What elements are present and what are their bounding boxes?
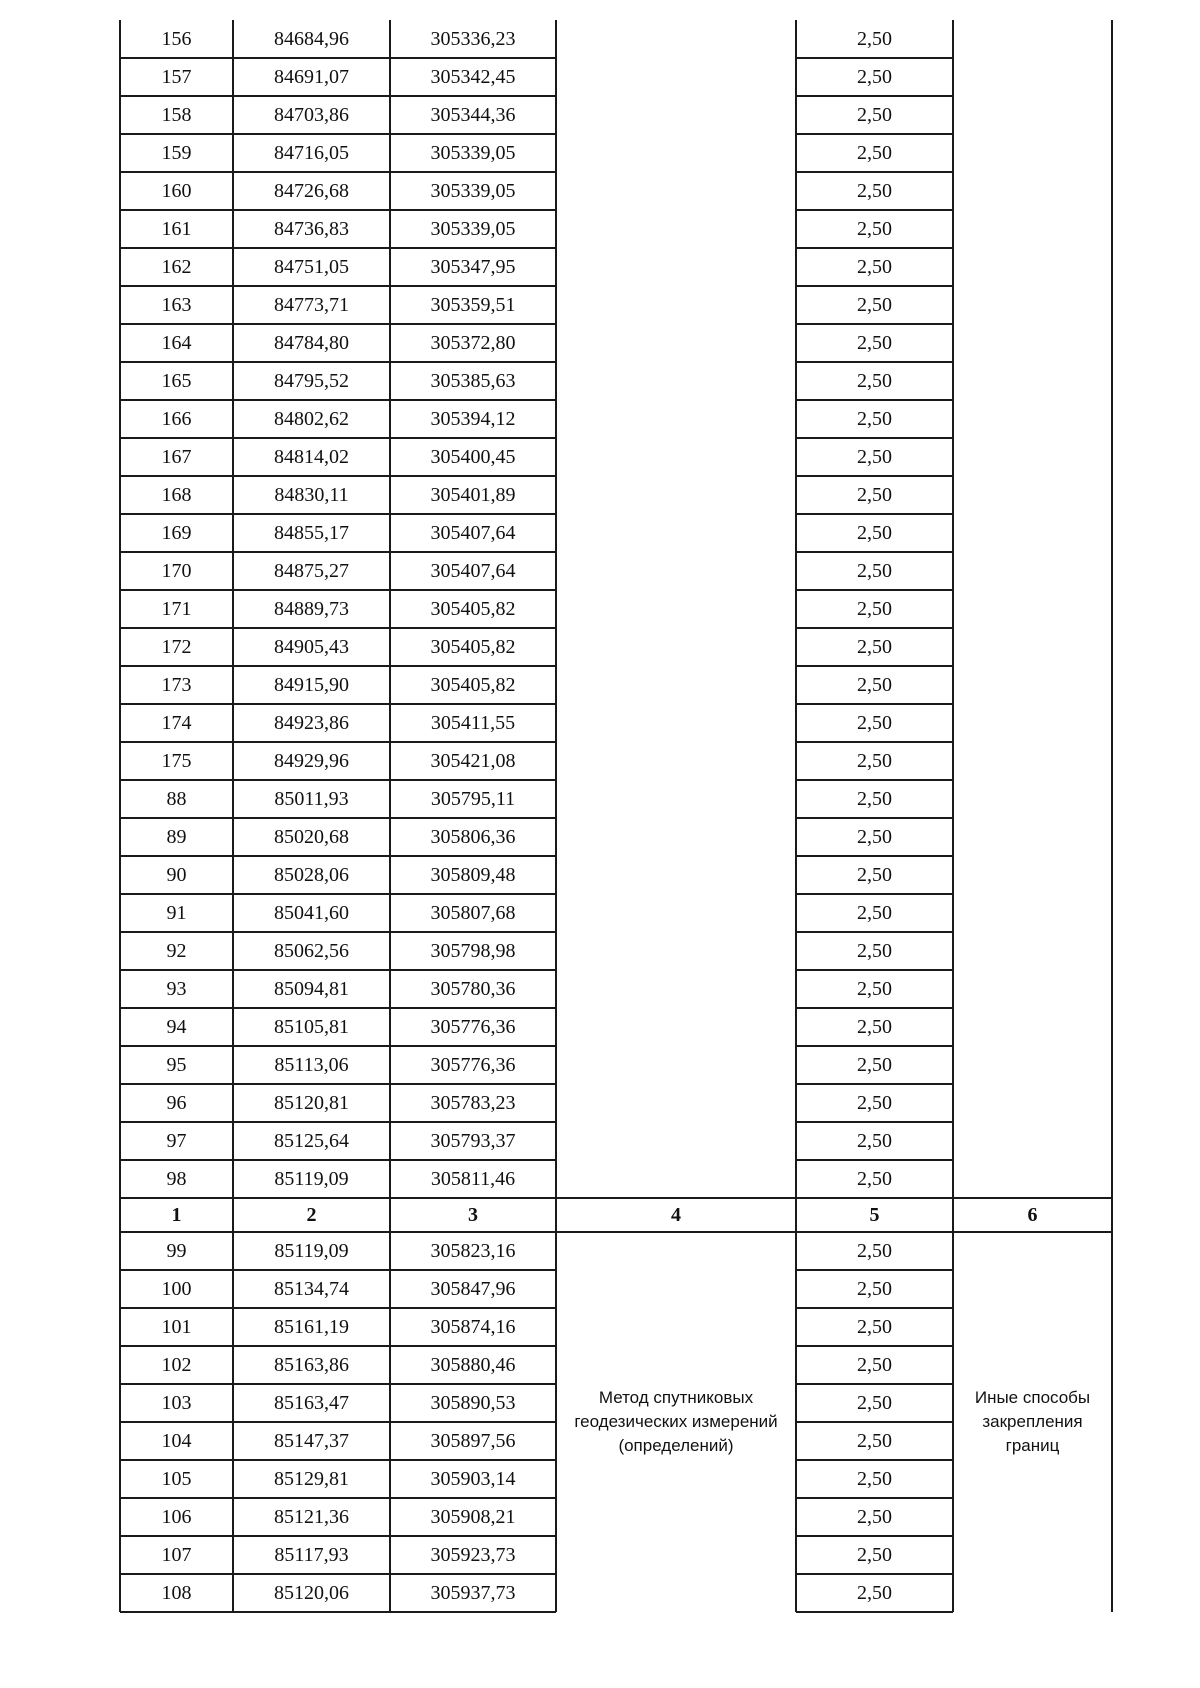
point-number-cell: 89 [166, 826, 187, 848]
row-border [796, 285, 953, 287]
y-coordinate-cell: 305359,51 [430, 294, 516, 316]
accuracy-cell: 2,50 [857, 788, 892, 810]
x-coordinate-cell: 85041,60 [274, 902, 349, 924]
row-border [796, 1383, 953, 1385]
x-coordinate-cell: 84784,80 [274, 332, 349, 354]
row-border [796, 1345, 953, 1347]
accuracy-cell: 2,50 [857, 1016, 892, 1038]
accuracy-cell: 2,50 [857, 1430, 892, 1452]
accuracy-cell: 2,50 [857, 370, 892, 392]
row-border [796, 171, 953, 173]
row-border [796, 855, 953, 857]
y-coordinate-cell: 305411,55 [430, 712, 516, 734]
accuracy-cell: 2,50 [857, 1392, 892, 1414]
column-number-3: 3 [468, 1204, 478, 1226]
point-number-cell: 107 [161, 1544, 192, 1566]
accuracy-cell: 2,50 [857, 1544, 892, 1566]
row-border [120, 475, 556, 477]
row-border [120, 1497, 556, 1499]
row-border [120, 1231, 1112, 1233]
accuracy-cell: 2,50 [857, 1354, 892, 1376]
y-coordinate-cell: 305780,36 [430, 978, 516, 1000]
accuracy-cell: 2,50 [857, 408, 892, 430]
row-border [796, 361, 953, 363]
column-border [555, 20, 557, 1612]
x-coordinate-cell: 84684,96 [274, 28, 349, 50]
row-border [120, 171, 556, 173]
x-coordinate-cell: 84923,86 [274, 712, 349, 734]
x-coordinate-cell: 85105,81 [274, 1016, 349, 1038]
point-number-cell: 100 [161, 1278, 192, 1300]
x-coordinate-cell: 85147,37 [274, 1430, 349, 1452]
row-border [120, 1307, 556, 1309]
y-coordinate-cell: 305339,05 [430, 218, 516, 240]
x-coordinate-cell: 85020,68 [274, 826, 349, 848]
y-coordinate-cell: 305421,08 [430, 750, 516, 772]
point-number-cell: 102 [161, 1354, 192, 1376]
row-border [796, 1421, 953, 1423]
column-border [389, 20, 391, 1612]
row-border [120, 437, 556, 439]
x-coordinate-cell: 84751,05 [274, 256, 349, 278]
point-number-cell: 159 [161, 142, 192, 164]
row-border [120, 1611, 556, 1613]
point-number-cell: 105 [161, 1468, 192, 1490]
accuracy-cell: 2,50 [857, 104, 892, 126]
row-border [796, 437, 953, 439]
row-border [120, 1345, 556, 1347]
accuracy-cell: 2,50 [857, 864, 892, 886]
x-coordinate-cell: 85028,06 [274, 864, 349, 886]
x-coordinate-cell: 84795,52 [274, 370, 349, 392]
accuracy-cell: 2,50 [857, 978, 892, 1000]
row-border [796, 1535, 953, 1537]
accuracy-cell: 2,50 [857, 1506, 892, 1528]
column-border [795, 20, 797, 1612]
column-number-2: 2 [306, 1204, 317, 1226]
accuracy-cell: 2,50 [857, 902, 892, 924]
row-border [796, 513, 953, 515]
x-coordinate-cell: 85163,86 [274, 1354, 349, 1376]
x-coordinate-cell: 85129,81 [274, 1468, 349, 1490]
row-border [120, 969, 556, 971]
row-border [796, 95, 953, 97]
row-border [120, 817, 556, 819]
row-border [796, 1121, 953, 1123]
point-number-cell: 108 [161, 1582, 192, 1604]
row-border [120, 285, 556, 287]
y-coordinate-cell: 305339,05 [430, 180, 516, 202]
x-coordinate-cell: 85120,81 [274, 1092, 349, 1114]
accuracy-cell: 2,50 [857, 560, 892, 582]
row-border [120, 627, 556, 629]
point-number-cell: 99 [166, 1240, 187, 1262]
row-border [796, 133, 953, 135]
point-number-cell: 163 [161, 294, 192, 316]
row-border [120, 1573, 556, 1575]
row-border [120, 57, 556, 59]
point-number-cell: 91 [166, 902, 187, 924]
y-coordinate-cell: 305811,46 [430, 1168, 516, 1190]
column-border [232, 20, 234, 1612]
row-border [120, 1459, 556, 1461]
row-border [796, 57, 953, 59]
x-coordinate-cell: 85062,56 [274, 940, 349, 962]
row-border [120, 551, 556, 553]
x-coordinate-cell: 85094,81 [274, 978, 349, 1000]
y-coordinate-cell: 305407,64 [430, 560, 516, 582]
accuracy-cell: 2,50 [857, 1278, 892, 1300]
row-border [120, 1421, 556, 1423]
row-border [796, 817, 953, 819]
y-coordinate-cell: 305372,80 [430, 332, 516, 354]
column-border [119, 20, 121, 1612]
accuracy-cell: 2,50 [857, 180, 892, 202]
x-coordinate-cell: 84703,86 [274, 104, 349, 126]
row-border [120, 931, 556, 933]
accuracy-cell: 2,50 [857, 1130, 892, 1152]
accuracy-cell: 2,50 [857, 218, 892, 240]
y-coordinate-cell: 305339,05 [430, 142, 516, 164]
point-number-cell: 172 [161, 636, 192, 658]
row-border [796, 969, 953, 971]
accuracy-cell: 2,50 [857, 712, 892, 734]
y-coordinate-cell: 305405,82 [430, 598, 516, 620]
row-border [796, 475, 953, 477]
point-number-cell: 157 [161, 66, 192, 88]
accuracy-cell: 2,50 [857, 256, 892, 278]
row-border [120, 893, 556, 895]
accuracy-cell: 2,50 [857, 28, 892, 50]
point-number-cell: 93 [166, 978, 187, 1000]
row-border [796, 1307, 953, 1309]
y-coordinate-cell: 305807,68 [430, 902, 516, 924]
point-number-cell: 173 [161, 674, 192, 696]
point-number-cell: 96 [166, 1092, 187, 1114]
point-number-cell: 165 [161, 370, 192, 392]
row-border [120, 209, 556, 211]
row-border [120, 399, 556, 401]
row-border [796, 1611, 953, 1613]
x-coordinate-cell: 84716,05 [274, 142, 349, 164]
point-number-cell: 88 [166, 788, 187, 810]
accuracy-cell: 2,50 [857, 1092, 892, 1114]
x-coordinate-cell: 84929,96 [274, 750, 349, 772]
row-border [796, 589, 953, 591]
accuracy-cell: 2,50 [857, 332, 892, 354]
x-coordinate-cell: 85119,09 [274, 1240, 349, 1262]
x-coordinate-cell: 84814,02 [274, 446, 349, 468]
x-coordinate-cell: 85121,36 [274, 1506, 349, 1528]
row-border [120, 779, 556, 781]
row-border [796, 627, 953, 629]
point-number-cell: 175 [161, 750, 192, 772]
y-coordinate-cell: 305342,45 [430, 66, 516, 88]
point-number-cell: 169 [161, 522, 192, 544]
point-number-cell: 156 [161, 28, 192, 50]
point-number-cell: 90 [166, 864, 187, 886]
row-border [796, 1007, 953, 1009]
row-border [796, 741, 953, 743]
row-border [120, 1535, 556, 1537]
accuracy-cell: 2,50 [857, 484, 892, 506]
x-coordinate-cell: 84773,71 [274, 294, 349, 316]
row-border [120, 1121, 556, 1123]
row-border [120, 741, 556, 743]
accuracy-cell: 2,50 [857, 826, 892, 848]
y-coordinate-cell: 305806,36 [430, 826, 516, 848]
row-border [796, 665, 953, 667]
column-border [952, 20, 954, 1612]
y-coordinate-cell: 305776,36 [430, 1054, 516, 1076]
row-border [796, 893, 953, 895]
accuracy-cell: 2,50 [857, 1468, 892, 1490]
row-border [120, 1159, 556, 1161]
x-coordinate-cell: 84802,62 [274, 408, 349, 430]
row-border [796, 1045, 953, 1047]
point-number-cell: 106 [161, 1506, 192, 1528]
row-border [796, 1497, 953, 1499]
row-border [796, 1573, 953, 1575]
y-coordinate-cell: 305798,98 [430, 940, 516, 962]
x-coordinate-cell: 85125,64 [274, 1130, 349, 1152]
y-coordinate-cell: 305874,16 [430, 1316, 516, 1338]
row-border [120, 703, 556, 705]
y-coordinate-cell: 305385,63 [430, 370, 516, 392]
row-border [120, 665, 556, 667]
accuracy-cell: 2,50 [857, 142, 892, 164]
row-border [120, 1083, 556, 1085]
method-merged-cell: Метод спутниковых геодезических измерений (определений) [574, 1388, 778, 1455]
row-border [796, 1083, 953, 1085]
x-coordinate-cell: 85161,19 [274, 1316, 349, 1338]
row-border [796, 703, 953, 705]
y-coordinate-cell: 305809,48 [430, 864, 516, 886]
y-coordinate-cell: 305405,82 [430, 674, 516, 696]
row-border [796, 1269, 953, 1271]
row-border [120, 1383, 556, 1385]
y-coordinate-cell: 305336,23 [430, 28, 516, 50]
x-coordinate-cell: 85120,06 [274, 1582, 349, 1604]
y-coordinate-cell: 305937,73 [430, 1582, 516, 1604]
y-coordinate-cell: 305923,73 [430, 1544, 516, 1566]
point-number-cell: 174 [161, 712, 192, 734]
row-border [796, 247, 953, 249]
row-border [796, 551, 953, 553]
accuracy-cell: 2,50 [857, 1316, 892, 1338]
accuracy-cell: 2,50 [857, 522, 892, 544]
x-coordinate-cell: 84855,17 [274, 522, 349, 544]
y-coordinate-cell: 305897,56 [430, 1430, 516, 1452]
y-coordinate-cell: 305847,96 [430, 1278, 516, 1300]
y-coordinate-cell: 305783,23 [430, 1092, 516, 1114]
y-coordinate-cell: 305400,45 [430, 446, 516, 468]
row-border [796, 399, 953, 401]
y-coordinate-cell: 305890,53 [430, 1392, 516, 1414]
row-border [120, 855, 556, 857]
x-coordinate-cell: 84915,90 [274, 674, 349, 696]
x-coordinate-cell: 85011,93 [274, 788, 349, 810]
row-border [120, 133, 556, 135]
point-number-cell: 101 [161, 1316, 192, 1338]
accuracy-cell: 2,50 [857, 1168, 892, 1190]
y-coordinate-cell: 305903,14 [430, 1468, 516, 1490]
accuracy-cell: 2,50 [857, 294, 892, 316]
row-border [796, 1459, 953, 1461]
row-border [120, 361, 556, 363]
point-number-cell: 95 [166, 1054, 187, 1076]
row-border [120, 1045, 556, 1047]
point-number-cell: 167 [161, 446, 192, 468]
x-coordinate-cell: 85117,93 [274, 1544, 349, 1566]
x-coordinate-cell: 84726,68 [274, 180, 349, 202]
accuracy-cell: 2,50 [857, 66, 892, 88]
accuracy-cell: 2,50 [857, 1240, 892, 1262]
point-number-cell: 104 [161, 1430, 192, 1452]
y-coordinate-cell: 305405,82 [430, 636, 516, 658]
point-number-cell: 162 [161, 256, 192, 278]
point-number-cell: 98 [166, 1168, 187, 1190]
x-coordinate-cell: 85163,47 [274, 1392, 349, 1414]
column-number-1: 1 [171, 1204, 182, 1226]
row-border [120, 1269, 556, 1271]
y-coordinate-cell: 305394,12 [430, 408, 516, 430]
accuracy-cell: 2,50 [857, 636, 892, 658]
row-border [120, 1197, 1112, 1199]
point-number-cell: 166 [161, 408, 192, 430]
accuracy-cell: 2,50 [857, 674, 892, 696]
y-coordinate-cell: 305880,46 [430, 1354, 516, 1376]
x-coordinate-cell: 85113,06 [274, 1054, 349, 1076]
point-number-cell: 97 [166, 1130, 187, 1152]
column-number-4: 4 [671, 1204, 681, 1226]
x-coordinate-cell: 84905,43 [274, 636, 349, 658]
point-number-cell: 160 [161, 180, 192, 202]
y-coordinate-cell: 305344,36 [430, 104, 516, 126]
x-coordinate-cell: 84889,73 [274, 598, 349, 620]
y-coordinate-cell: 305795,11 [430, 788, 516, 810]
point-number-cell: 92 [166, 940, 187, 962]
accuracy-cell: 2,50 [857, 446, 892, 468]
y-coordinate-cell: 305776,36 [430, 1016, 516, 1038]
point-number-cell: 170 [161, 560, 192, 582]
row-border [120, 589, 556, 591]
accuracy-cell: 2,50 [857, 1054, 892, 1076]
y-coordinate-cell: 305793,37 [430, 1130, 516, 1152]
accuracy-cell: 2,50 [857, 1582, 892, 1604]
accuracy-cell: 2,50 [857, 750, 892, 772]
column-number-6: 6 [1027, 1204, 1038, 1226]
point-number-cell: 158 [161, 104, 192, 126]
y-coordinate-cell: 305347,95 [430, 256, 516, 278]
row-border [796, 779, 953, 781]
row-border [120, 1007, 556, 1009]
x-coordinate-cell: 84875,27 [274, 560, 349, 582]
point-number-cell: 171 [161, 598, 192, 620]
point-number-cell: 103 [161, 1392, 192, 1414]
y-coordinate-cell: 305908,21 [430, 1506, 516, 1528]
row-border [120, 247, 556, 249]
row-border [120, 513, 556, 515]
point-number-cell: 164 [161, 332, 192, 354]
fixing-method-merged-cell: Иные способы закрепления границ [974, 1388, 1091, 1455]
x-coordinate-cell: 84736,83 [274, 218, 349, 240]
row-border [796, 323, 953, 325]
row-border [120, 95, 556, 97]
column-number-5: 5 [869, 1204, 880, 1226]
row-border [796, 209, 953, 211]
accuracy-cell: 2,50 [857, 598, 892, 620]
point-number-cell: 161 [161, 218, 192, 240]
x-coordinate-cell: 84830,11 [274, 484, 349, 506]
row-border [796, 1159, 953, 1161]
y-coordinate-cell: 305407,64 [430, 522, 516, 544]
x-coordinate-cell: 85134,74 [274, 1278, 349, 1300]
accuracy-cell: 2,50 [857, 940, 892, 962]
row-border [796, 931, 953, 933]
column-border [1111, 20, 1113, 1612]
y-coordinate-cell: 305401,89 [430, 484, 516, 506]
point-number-cell: 168 [161, 484, 192, 506]
point-number-cell: 94 [166, 1016, 187, 1038]
row-border [120, 323, 556, 325]
y-coordinate-cell: 305823,16 [430, 1240, 516, 1262]
x-coordinate-cell: 85119,09 [274, 1168, 349, 1190]
x-coordinate-cell: 84691,07 [274, 66, 349, 88]
